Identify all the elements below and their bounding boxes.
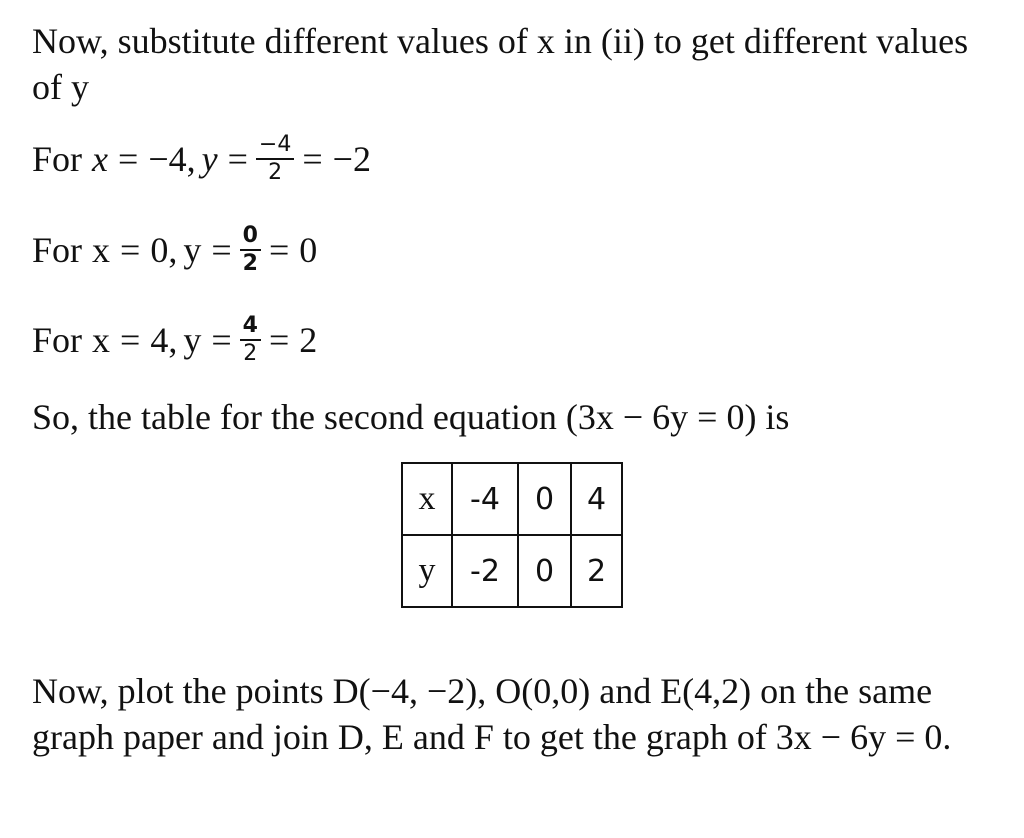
fraction-numerator: 4 — [240, 314, 261, 341]
table-cell: 0 — [518, 535, 571, 607]
table-row-header: y — [402, 535, 452, 607]
equation-lead: For — [32, 230, 83, 270]
equals-sign: = — [302, 139, 323, 179]
equation-result: −2 — [332, 139, 371, 179]
equals-sign: = — [120, 230, 141, 270]
values-table — [401, 462, 623, 608]
equals-sign: = — [120, 320, 141, 360]
equation-line-1 — [32, 124, 371, 194]
table-cell: 0 — [518, 463, 571, 535]
equation-x-value: −4, — [148, 139, 196, 179]
equals-sign: = — [118, 139, 139, 179]
fraction — [240, 224, 261, 276]
equals-sign: = — [211, 230, 232, 270]
table-cell: -4 — [452, 463, 518, 535]
equation-result: 0 — [299, 230, 318, 270]
equation-x-value: 0, — [150, 230, 178, 270]
equation-y-variable: y — [183, 230, 202, 270]
fraction-denominator: 2 — [268, 160, 283, 185]
equation-line-3 — [32, 305, 317, 375]
fraction-denominator: 2 — [243, 341, 258, 366]
fraction — [240, 314, 261, 366]
equation-x-variable: x — [92, 139, 108, 179]
equation-line-2 — [32, 215, 317, 285]
table-row — [402, 535, 622, 607]
outro-text: Now, plot the points D(−4, −2), O(0,0) and E(4,2) on the same graph paper and join D, E and F to get the graph of 3x − 6y = 0. — [32, 671, 952, 757]
equals-sign: = — [268, 230, 290, 270]
fraction-denominator: 2 — [242, 251, 258, 276]
fraction-numerator: −4 — [256, 133, 294, 160]
equation-y-variable: y — [201, 139, 218, 179]
intro-text: Now, substitute different values of x in (ii) to get different values of y — [32, 21, 969, 107]
table-row-header: x — [402, 463, 452, 535]
equals-sign: = — [211, 320, 232, 360]
equation-y-variable: y — [183, 320, 202, 360]
table-intro-text: So, the table for the second equation (3x − 6y = 0) is — [32, 397, 790, 437]
equation-lead: For — [32, 139, 83, 179]
equals-sign: = — [268, 320, 290, 360]
table-cell: -2 — [452, 535, 518, 607]
table-row — [402, 463, 622, 535]
equation-x-variable: x — [92, 230, 111, 270]
equals-sign: = — [227, 139, 248, 179]
equation-x-variable: x — [92, 320, 111, 360]
equation-x-value: 4, — [150, 320, 178, 360]
fraction-numerator: 0 — [240, 224, 261, 251]
table-cell: 2 — [571, 535, 622, 607]
fraction — [256, 133, 294, 185]
table-cell: 4 — [571, 463, 622, 535]
equation-lead: For — [32, 320, 83, 360]
equation-result: 2 — [299, 320, 318, 360]
